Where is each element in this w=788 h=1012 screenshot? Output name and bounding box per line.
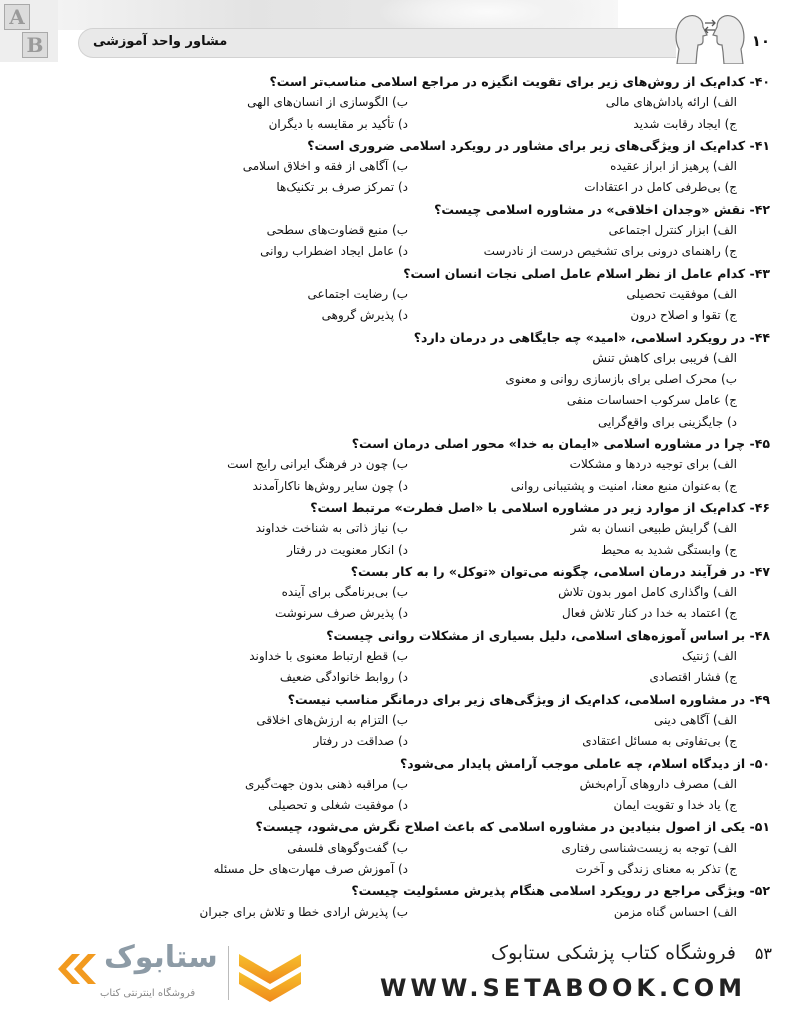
- option-b: ب) قطع ارتباط معنوی با خداوند: [249, 649, 408, 664]
- option-a: الف) ژنتیک: [681, 649, 737, 664]
- question-list: [18, 71, 770, 923]
- store-logo-tagline: فروشگاه اینترنتی کتاب: [100, 988, 196, 999]
- question-title: ۴۳- کدام عامل از نظر اسلام عامل اصلی نجات انسان است؟: [403, 265, 770, 281]
- question-options: [18, 838, 737, 881]
- question-40: [18, 71, 770, 135]
- question-options: [18, 348, 737, 433]
- question-50: [18, 753, 770, 817]
- question-52: [18, 880, 770, 923]
- question-title: ۴۹- در مشاوره اسلامی، کدام‌یک از ویژگی‌های زیر برای درمانگر مناسب نیست؟: [287, 691, 770, 707]
- option-c: ج) به‌عنوان منبع معنا، امنیت و پشتیبانی روانی: [510, 478, 737, 493]
- question-44: [18, 327, 770, 433]
- store-name: فروشگاه کتاب پزشکی ستابوک: [490, 942, 736, 964]
- question-title: ۴۶- کدام‌یک از موارد زیر در مشاوره اسلامی با «اصل فطرت» مرتبط است؟: [310, 499, 770, 515]
- option-a: الف) توجه به زیست‌شناسی رفتاری: [561, 840, 737, 855]
- option-c: ج) اعتماد به خدا در کنار تلاش فعال: [562, 606, 737, 621]
- option-d: د) پذیرش گروهی: [321, 308, 408, 323]
- question-options: [18, 92, 737, 135]
- option-b: ب) الگوسازی از انسان‌های الهی: [247, 95, 408, 110]
- option-d: د) انکار معنویت در رفتار: [287, 542, 408, 557]
- header-bar: [78, 28, 676, 58]
- question-title: ۵۱- یکی از اصول بنیادین در مشاوره اسلامی که باعث اصلاح نگرش می‌شود، چیست؟: [255, 819, 770, 835]
- letter-block-b: B: [22, 32, 48, 58]
- option-d: د) پذیرش صرف سرنوشت: [274, 606, 408, 621]
- option-a: الف) برای توجیه دردها و مشکلات: [569, 457, 737, 472]
- option-c: ج) تقوا و اصلاح درون: [630, 308, 737, 323]
- option-b: ب) بی‌برنامگی برای آینده: [281, 585, 408, 600]
- option-a: الف) ارائه پاداش‌های مالی: [605, 95, 737, 110]
- letter-blocks-icon: [0, 0, 58, 62]
- option-a: الف) پرهیز از ابراز عقیده: [610, 159, 737, 174]
- question-41: [18, 135, 770, 199]
- footer-divider: [228, 946, 229, 1000]
- website-url: WWW.SETABOOK.COM: [379, 974, 746, 1002]
- option-c: ج) بی‌تفاوتی به مسائل اعتقادی: [582, 734, 737, 749]
- question-options: [18, 902, 737, 923]
- option-a: الف) موفقیت تحصیلی: [626, 286, 737, 301]
- option-b: ب) التزام به ارزش‌های اخلاقی: [256, 712, 408, 727]
- option-b: ب) نیاز ذاتی به شناخت خداوند: [255, 521, 408, 536]
- question-title: ۴۰- کدام‌یک از روش‌های زیر برای تقویت انگیزه در مراجع اسلامی مناسب‌تر است؟: [269, 74, 770, 89]
- question-options: [18, 156, 737, 199]
- option-b: ب) محرک اصلی برای بازسازی روانی و معنوی: [505, 372, 737, 387]
- chevron-logo-icon: [239, 950, 301, 1002]
- option-d: د) آموزش صرف مهارت‌های حل مسئله: [213, 861, 408, 876]
- question-47: [18, 561, 770, 625]
- option-c: ج) فشار اقتصادی: [649, 670, 737, 685]
- option-b: ب) رضایت اجتماعی: [307, 286, 408, 301]
- question-title: ۴۱- کدام‌یک از ویژگی‌های زیر برای مشاور در رویکرد اسلامی ضروری است؟: [307, 137, 770, 153]
- two-heads-icon: [674, 12, 746, 64]
- question-46: [18, 497, 770, 561]
- page-number: ۱۰: [751, 32, 770, 50]
- option-d: د) تمرکز صرف بر تکنیک‌ها: [276, 180, 408, 195]
- option-c: ج) ایجاد رقابت شدید: [633, 116, 737, 131]
- option-a: الف) فریبی برای کاهش تنش: [592, 350, 737, 365]
- option-c: ج) بی‌طرفی کامل در اعتقادات: [584, 180, 737, 195]
- question-options: [18, 646, 737, 689]
- option-c: ج) وابستگی شدید به محیط: [600, 542, 737, 557]
- option-a: الف) مصرف داروهای آرام‌بخش: [579, 776, 737, 791]
- option-d: د) روابط خانوادگی ضعیف: [279, 670, 408, 685]
- option-b: ب) آگاهی از فقه و اخلاق اسلامی: [242, 159, 408, 174]
- question-45: [18, 433, 770, 497]
- question-options: [18, 454, 737, 497]
- question-title: ۴۸- بر اساس آموزه‌های اسلامی، دلیل بسیاری از مشکلات روانی چیست؟: [326, 627, 770, 643]
- option-d: د) موفقیت شغلی و تحصیلی: [268, 798, 408, 813]
- question-title: ۴۴- در رویکرد اسلامی، «امید» چه جایگاهی در درمان دارد؟: [413, 329, 770, 345]
- question-options: [18, 518, 737, 561]
- footer: [0, 932, 788, 1012]
- question-title: ۵۰- از دیدگاه اسلام، چه عاملی موجب آرامش پایدار می‌شود؟: [399, 755, 770, 771]
- option-b: ب) منبع قضاوت‌های سطحی: [266, 223, 408, 238]
- option-a: الف) واگذاری کامل امور بدون تلاش: [558, 585, 737, 600]
- option-b: ب) گفت‌وگوهای فلسفی: [287, 840, 408, 855]
- question-title: ۴۵- چرا در مشاوره اسلامی «ایمان به خدا» محور اصلی درمان است؟: [351, 436, 770, 452]
- option-a: الف) گرایش طبیعی انسان به شر: [570, 521, 737, 536]
- option-d: د) صداقت در رفتار: [313, 734, 408, 749]
- option-d: د) عامل ایجاد اضطراب روانی: [260, 244, 408, 259]
- option-c: ج) راهنمای درونی برای تشخیص درست از نادرست: [483, 244, 737, 259]
- question-options: [18, 774, 737, 817]
- question-title: ۵۲- ویژگی مراجع در رویکرد اسلامی هنگام پذیرش مسئولیت چیست؟: [351, 883, 770, 899]
- footer-page-number: ۵۳: [754, 944, 772, 963]
- section-title: مشاور واحد آموزشی: [93, 34, 228, 49]
- question-42: [18, 199, 770, 263]
- question-51: [18, 816, 770, 880]
- option-c: ج) عامل سرکوب احساسات منفی: [566, 393, 737, 408]
- question-options: [18, 710, 737, 753]
- option-b: ب) مراقبه ذهنی بدون جهت‌گیری: [244, 776, 408, 791]
- option-b: ب) چون در فرهنگ ایرانی رایج است: [227, 457, 408, 472]
- question-49: [18, 689, 770, 753]
- question-title: ۴۲- نقش «وجدان اخلاقی» در مشاوره اسلامی چیست؟: [434, 201, 770, 217]
- option-a: الف) آگاهی دینی: [653, 712, 737, 727]
- question-43: [18, 263, 770, 327]
- option-a: الف) احساس گناه مزمن: [613, 904, 737, 919]
- question-options: [18, 284, 737, 327]
- option-c: ج) تذکر به معنای زندگی و آخرت: [575, 861, 737, 876]
- option-d: د) تأکید بر مقایسه با دیگران: [268, 116, 408, 131]
- option-a: الف) ابزار کنترل اجتماعی: [608, 223, 737, 238]
- question-options: [18, 582, 737, 625]
- option-c: ج) یاد خدا و تقویت ایمان: [613, 798, 737, 813]
- question-48: [18, 625, 770, 689]
- store-logo-text: ستابوک: [104, 940, 218, 975]
- question-title: ۴۷- در فرآیند درمان اسلامی، چگونه می‌توان «توکل» را به کار بست؟: [350, 563, 770, 579]
- option-d: د) چون سایر روش‌ها ناکارآمدند: [252, 478, 408, 493]
- option-d: د) جایگزینی برای واقع‌گرایی: [597, 414, 737, 429]
- double-arrow-left-icon: [58, 954, 100, 984]
- letter-block-a: A: [4, 4, 30, 30]
- header-banner-image: [58, 0, 618, 30]
- question-options: [18, 220, 737, 263]
- option-b: ب) پذیرش ارادی خطا و تلاش برای جبران: [199, 904, 408, 919]
